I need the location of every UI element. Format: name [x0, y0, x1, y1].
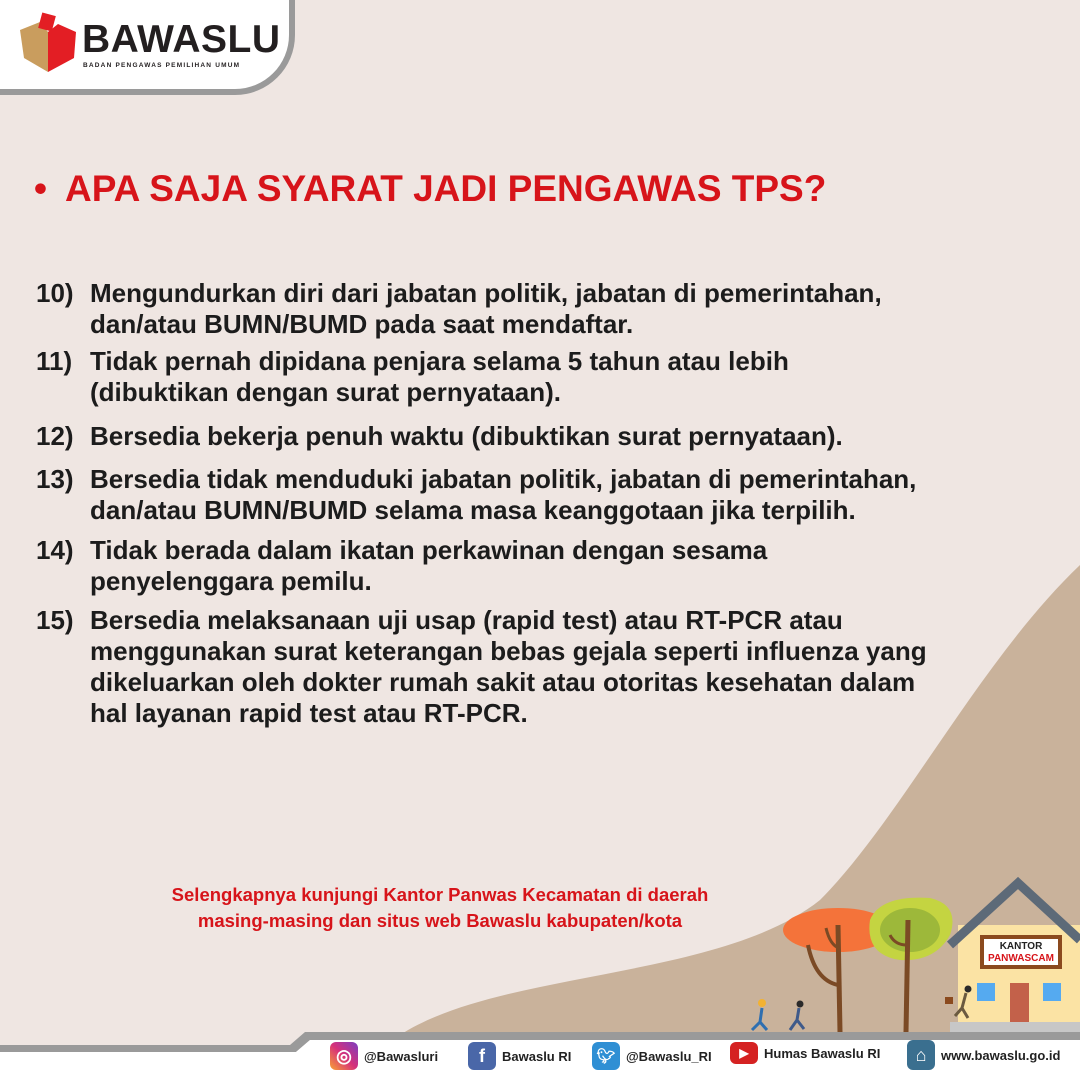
list-item	[36, 535, 767, 597]
item-text: Tidak berada dalam ikatan perkawinan dengan sesama penyelenggara pemilu.	[90, 535, 768, 596]
facebook-icon: f	[468, 1042, 496, 1070]
social-facebook[interactable]	[468, 1042, 571, 1070]
social-website[interactable]	[907, 1040, 1060, 1070]
social-label: www.bawaslu.go.id	[941, 1047, 1061, 1063]
item-text: Tidak pernah dipidana penjara selama 5 tahun atau lebih (dibuktikan dengan surat pernyataan).	[90, 346, 789, 407]
instagram-icon: ◎	[330, 1042, 358, 1070]
social-label: @Bawaslu_RI	[626, 1048, 712, 1064]
item-text: Bersedia melaksanaan uji usap (rapid test) atau RT-PCR atau menggunakan surat keterangan bebas gejala seperti influenza yang dikeluarkan oleh dokter rumah sakit atau otoritas kesehatan dalam hal layanan rapid test atau RT-PCR.	[90, 605, 927, 728]
list-item	[36, 464, 916, 526]
item-text: Bersedia tidak menduduki jabatan politik, jabatan di pemerintahan, dan/atau BUMN/BUMD selama masa keanggotaan jika terpilih.	[90, 464, 917, 525]
item-text: Mengundurkan diri dari jabatan politik, jabatan di pemerintahan, dan/atau BUMN/BUMD pada saat mendaftar.	[90, 278, 882, 339]
item-number: 15)	[36, 605, 74, 635]
page-title	[34, 168, 826, 210]
social-label: Humas Bawaslu RI	[764, 1045, 881, 1061]
social-youtube[interactable]	[730, 1042, 880, 1064]
logo-text: BAWASLU	[82, 18, 281, 61]
item-number: 11)	[36, 346, 73, 376]
social-label: @Bawasluri	[364, 1048, 439, 1064]
list-item	[36, 421, 843, 452]
item-number: 12)	[36, 421, 74, 451]
social-twitter[interactable]	[592, 1042, 712, 1070]
social-instagram[interactable]	[330, 1042, 438, 1070]
list-item	[36, 346, 789, 408]
home-icon: ⌂	[907, 1040, 935, 1070]
ballot-box-logo-icon	[18, 12, 78, 74]
item-number: 10)	[36, 278, 74, 308]
title-text: APA SAJA SYARAT JADI PENGAWAS TPS?	[64, 168, 827, 209]
item-text: Bersedia bekerja penuh waktu (dibuktikan surat pernyataan).	[90, 421, 843, 451]
social-label: Bawaslu RI	[502, 1048, 572, 1064]
sign-line-2: PANWASCAM	[988, 953, 1054, 964]
item-number: 13)	[36, 464, 74, 494]
office-sign	[980, 935, 1062, 969]
list-item	[36, 278, 882, 340]
item-number: 14)	[36, 535, 74, 565]
title-bullet: •	[34, 168, 47, 209]
sign-line-1: KANTOR	[999, 941, 1043, 952]
logo-subtitle: BADAN PENGAWAS PEMILIHAN UMUM	[83, 62, 241, 69]
youtube-icon: ▶	[730, 1042, 758, 1064]
twitter-icon: 🐦︎	[592, 1042, 620, 1070]
footer-note: Selengkapnya kunjungi Kantor Panwas Kecamatan di daerah masing-masing dan situs web Bawaslu kabupaten/kota	[171, 884, 709, 931]
list-item	[36, 605, 927, 729]
